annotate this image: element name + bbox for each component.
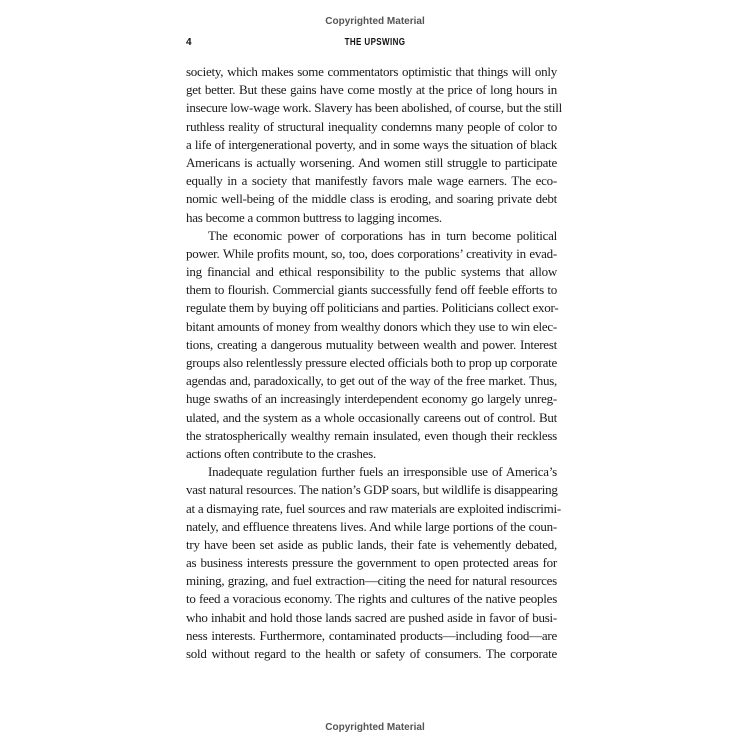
text-line: regulate them by buying off politicians and parties. Politicians collect exor- (186, 300, 559, 316)
text-line: bitant amounts of money from wealthy donors which they use to win elec- (186, 318, 557, 334)
text-line: at a dismaying rate, fuel sources and raw materials are exploited indiscrimi- (186, 500, 561, 516)
text-line: Americans is actually worsening. And women still struggle to participate (186, 154, 557, 170)
text-line: huge swaths of an increasingly interdependent economy go largely unreg- (186, 391, 557, 407)
text-line: agendas and, paradoxically, to get out of the way of the free market. Thus, (186, 373, 557, 389)
text-line: ing financial and ethical responsibility to the public systems that allow (186, 264, 557, 280)
text-line: sold without regard to the health or safety of consumers. The corporate (186, 646, 557, 661)
text-line: Inadequate regulation further fuels an irresponsible use of America’s (208, 464, 557, 480)
paragraph (186, 463, 561, 663)
text-line: get better. But these gains have come mostly at the price of long hours in (186, 82, 557, 98)
paragraph (186, 227, 557, 463)
text-line: mining, grazing, and fuel extraction—citing the need for natural resources (186, 573, 557, 589)
text-line: ulated, and the system as a whole occasionally careens out of control. But (186, 409, 557, 425)
text-line: vast natural resources. The nation’s GDP soars, but wildlife is disappearing (186, 482, 558, 498)
text-line: tions, creating a dangerous mutuality between wealth and power. Interest (186, 336, 557, 352)
text-line: insecure low-wage work. Slavery has been abolished, of course, but the still (186, 100, 562, 116)
text-line: them to flourish. Commercial giants successfully fend off feeble efforts to (186, 282, 557, 298)
text-line: nomic well-being of the middle class is eroding, and soaring private debt (186, 191, 557, 207)
text-line: who inhabit and hold those lands sacred are pushed aside in favor of busi- (186, 609, 557, 625)
text-line: to feed a voracious economy. The rights and cultures of the native peoples (186, 591, 557, 607)
text-line: actions often contribute to the crashes. (186, 445, 376, 461)
text-line: equally in a society that manifestly favors male wage earners. The eco- (186, 173, 557, 189)
paragraph (186, 63, 562, 227)
text-line: the stratospherically wealthy remain insulated, even though their reckless (186, 427, 557, 443)
copyright-notice-top: Copyrighted Material (325, 16, 425, 27)
text-line: The economic power of corporations has in turn become political (208, 227, 557, 243)
page-number: 4 (186, 37, 192, 48)
text-line: ness interests. Furthermore, contaminated products—including food—are (186, 627, 557, 643)
copyright-notice-bottom: Copyrighted Material (325, 722, 425, 733)
text-line: ruthless reality of structural inequality condemns many people of color to (186, 118, 557, 134)
text-line: try have been set aside as public lands, their fate is vehemently debated, (186, 536, 557, 552)
body-text (186, 63, 562, 663)
text-line: society, which makes some commentators optimistic that things will only (186, 64, 557, 79)
text-line: has become a common buttress to lagging incomes. (186, 209, 442, 225)
text-line: nately, and effluence threatens lives. And while large portions of the coun- (186, 518, 557, 534)
text-line: a life of intergenerational poverty, and in some ways the situation of black (186, 136, 557, 152)
text-line: power. While profits mount, so, too, does corporations’ creativity in evad- (186, 245, 557, 261)
text-line: groups also relentlessly pressure elected officials both to prop up corporate (186, 355, 557, 370)
text-line: as business interests pressure the government to open protected areas for (186, 555, 557, 571)
running-title: THE UPSWING (344, 37, 406, 48)
